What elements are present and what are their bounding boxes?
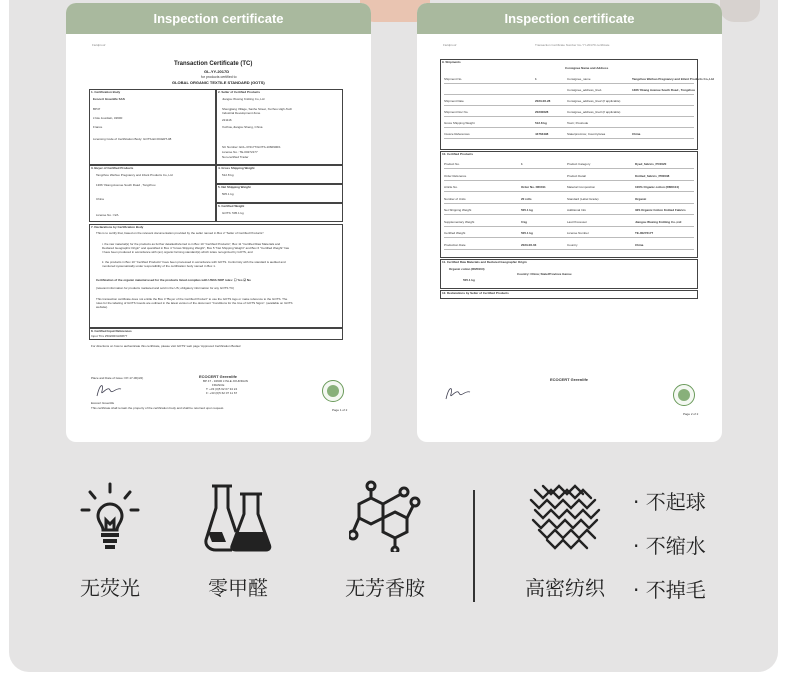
table-cell: Knitted_fabrics_PD0038 <box>635 173 670 178</box>
divider <box>473 490 475 602</box>
table-cell: 1366 Yikang Avenue South Road , Tongzhou <box>632 88 695 92</box>
table-cell: Production Date <box>444 242 466 247</box>
table-cell: 20230628 <box>535 110 549 114</box>
hand-decoration <box>720 0 760 22</box>
table-cell: State/province; Country/area <box>567 132 606 136</box>
property-no-shedding: · 不掉毛 <box>633 578 706 602</box>
feature-item <box>330 480 440 601</box>
table-cell: Last Processor <box>567 219 588 224</box>
table-cell: Number of Units <box>444 196 466 201</box>
row-divider <box>444 249 694 250</box>
row-divider <box>444 237 694 238</box>
table-cell: Consignee_name <box>567 77 591 81</box>
certificate-document: Fieldproof Transaction Certificate (TC) GL-YY-2017D for products certified to GLOBAL ORGANIC TEXTILE STANDARD (GOTS) 1. Certification Body Ecocert Greenlife SAS BP47 L'Isle Jourdain, 32600 France Licensing Code of Certification Body: GOTS-ECOCERT-08 2. Seller of Certified Products Jiangsu Wuxing Knitting Co.,Ltd Shengjiang Village, Sanhe Street, Xuzhou High-Tech Industrial Development Zone 221116 Xuzhou,Jiangsu Sheng, China SC Number: ECL-372177/GOTS-1060900/1 License No.: TE-00272177 Non-certified Trader 3. Buyer of Certified Products Tangzhou Weihuo Pregnancy and Infant Products Co.,Ltd 1366 Yikang Avenue South Road , Tongzhou China License No.: N/A 4. Gross Shipping Weight 512.8 kg 5. Net Shipping Weight 505.1 kg 6. Certified Weight GOTS: 505.1 kg 7. Declarations by Certification Body This is to certify that, based on the relevant documentation provided by the seller named in Box 2 "Seller of Certified Products": i. the raw material(s) for the products as further detailed/referred to in Box 10 "Certified Products", Box 11 "Certified Raw Materials and Declared Geographic Origin" and quantified in Box 4 "Gross Shipping Weight", Box 5 "Net Shipping Weight" and Box 6 "Certified Weight" has / have been produced in accordance with (an) organic farming standard(s) which is/are recognized by GOTS, and ii. the products in Box 10 "Certified Products" have been processed in accordance with GOTS. Conformity with the standard is audited and monitored systematically under responsibility of the certification body named in Box 1. Certification of the organic material used for the products listed complies with USDA NOP rules: ☐ Yes ☑ No (relevant information for products marketed and sold in the US; obligatory information for any GOTS TC) This transaction certificate does not entitle the Box 3 "Buyer of the Certified Product" to use the GOTS logo or make reference to the GOTS. The rules for the labeling of GOTS Goods are outlined in the latest version of the document "Conditions for the Use of GOTS Signs". (available on GOTS website). 8. Certified Input References Input TCs 25020R/GR0877 For directions on how to authenticate this certificate, please visit GOTS' web page 'Approved Certification Bodies' Place and Date of Issue: FP-17-06(4/2) Ecocert Greenlife This certificate shall remain the property of the certification body and shall be returned upon request. ECOCERT Greenlife BP 47 - 32600 L'ISLE JOURDAIN FRANCE T: +33 (0)5 62 07 34 24 F: +33 (0)5 62 07 11 67 Page 1 of 2 <box>91 43 348 412</box>
table-cell: Net Shipping Weight <box>444 208 472 212</box>
certificate-card-2 <box>417 3 722 442</box>
row-divider <box>444 226 694 227</box>
lightbulb-icon <box>74 480 146 552</box>
table-cell: Gross Shipping Weight <box>444 121 475 125</box>
table-cell: Order Reference <box>444 173 467 178</box>
signature-image <box>443 384 473 402</box>
table-cell: Order No.:060011 <box>521 185 546 189</box>
table-cell: Product Detail <box>567 173 586 178</box>
knit-pattern-icon <box>525 480 605 552</box>
table-cell: 44763498 <box>535 132 549 136</box>
feature-label: 无荧光 <box>80 576 140 600</box>
table-cell: Material Composition <box>567 185 596 189</box>
row-divider <box>444 191 694 192</box>
molecule-icon <box>349 480 421 552</box>
table-cell: 20 rolls <box>521 196 532 201</box>
table-cell: Dyed_fabrics_PC0020 <box>635 162 667 166</box>
property-no-shrink: · 不缩水 <box>633 534 706 558</box>
doc-title: Transaction Certificate (TC) <box>174 61 253 67</box>
table-cell: Standard (Label Grade) <box>567 196 599 201</box>
card-header: Inspection certificate <box>66 3 371 34</box>
gots-seal-icon <box>673 384 695 406</box>
row-divider <box>444 105 694 106</box>
feature-label: 高密纺织 <box>525 576 605 600</box>
table-cell: Consignee_address_line3 (if applicable) <box>567 110 621 114</box>
table-cell: Shipment Date <box>444 99 464 103</box>
feature-item <box>193 480 283 601</box>
table-cell: Jiangsu Wuxing Knitting Co.,Ltd <box>635 219 682 224</box>
table-cell: Article No. <box>444 185 458 189</box>
table-cell: 0 kg <box>521 219 528 224</box>
table-cell: Town; Postcode <box>567 121 589 125</box>
row-divider <box>444 168 694 169</box>
table-cell: TE-00272177 <box>635 231 654 235</box>
table-cell: Tangzhou Weihuo Pregnancy and Infant Products Co.,Ltd <box>632 77 714 81</box>
certificate-card-1 <box>66 3 371 442</box>
table-cell: Consignee_address_line1 <box>567 88 602 92</box>
row-divider <box>444 138 694 139</box>
row-divider <box>444 94 694 95</box>
table-cell: Consignee_address_line2 (if applicable) <box>567 99 621 103</box>
card-header: Inspection certificate <box>417 3 722 34</box>
flask-icon <box>202 480 274 552</box>
table-cell: 32S Organic Cotton Knitted Fabrics <box>635 208 686 212</box>
feature-label: 无芳香胺 <box>345 576 425 600</box>
table-cell: Product No. <box>444 162 460 166</box>
row-divider <box>444 180 694 181</box>
row-divider <box>444 203 694 204</box>
table-cell: Organic <box>635 196 647 201</box>
row-divider <box>444 116 694 117</box>
gots-seal-icon <box>322 380 344 402</box>
row-divider <box>444 83 694 84</box>
table-cell: 1 <box>521 162 523 166</box>
feature-item <box>515 480 615 601</box>
table-cell: 512.8 kg <box>535 121 547 125</box>
table-cell: Product Category <box>567 162 591 166</box>
row-divider <box>444 127 694 128</box>
property-no-pilling: · 不起球 <box>633 490 706 514</box>
row-divider <box>444 214 694 215</box>
signature-image <box>94 381 124 399</box>
table-cell: Shipment Doc No. <box>444 110 469 114</box>
table-cell: 100% Organic cotton (RM0104) <box>635 185 680 189</box>
table-cell: 2023-06-03 <box>521 242 537 247</box>
table-cell: 505.1 kg <box>521 231 533 235</box>
table-cell: 2023-06-28 <box>535 99 551 103</box>
table-cell: 505.1 kg <box>521 208 533 212</box>
box-declarations <box>89 224 343 328</box>
table-cell: Supplementary Weight <box>444 219 475 224</box>
table-cell: Invoice References <box>444 132 470 136</box>
table-cell: Country <box>567 242 578 247</box>
table-cell: China <box>635 242 644 247</box>
table-cell: License Number <box>567 231 589 235</box>
table-cell: China <box>632 132 641 136</box>
table-cell: Certified Weight <box>444 231 466 235</box>
feature-item <box>65 480 155 601</box>
table-cell: 1 <box>535 77 537 81</box>
feature-label: 零甲醛 <box>208 576 268 600</box>
table-cell: Additional Info <box>567 208 587 212</box>
table-cell: Shipment No. <box>444 77 463 81</box>
certificate-document: Fieldproof Transaction Certificate Number GL-YY-2017D certificate 9. Shipments Consignee Name and Address Shipment No. 1 Consignee_name Tangzhou Weihuo Pregnancy and Infant Products Co.,Ltd Consignee_address_line1 1366 Yikang Avenue South Road , Tongzhou Shipment Date 2023-06-28 Consignee_address_line2 (if applicable) Shipment Doc No. 20230628 Consignee_address_line3 (if applicable) Gross Shipping Weight 512.8 kg Town; Postcode Invoice References 44763498 State/province; Country/area China 10. Certified Products Product No. 1 Product Category Dyed_fabrics_PC0020 Order Reference Product Detail Knitted_fabrics_PD0038 Article No. Order No.:060011 Material Composition 100% Organic cotton (RM0104) Number of Units 20 rolls Standard (Label Grade) Organic Net Shipping Weight 505.1 kg Additional Info 32S Organic Cotton Knitted Fabrics Supplementary Weight 0 kg Last Processor Jiangsu Wuxing Knitting Co.,Ltd Certified Weight 505.1 kg License Number TE-00272177 Production Date 2023-06-03 Country China 11. Certified Raw Materials and Declared Geographic Origin Organic cotton (RM0104) 505.1 kg Country: China; State/Province Gansu 12. Declarations by Seller of Certified Products ECOCERT Greenlife Page 2 of 2 <box>442 43 714 416</box>
